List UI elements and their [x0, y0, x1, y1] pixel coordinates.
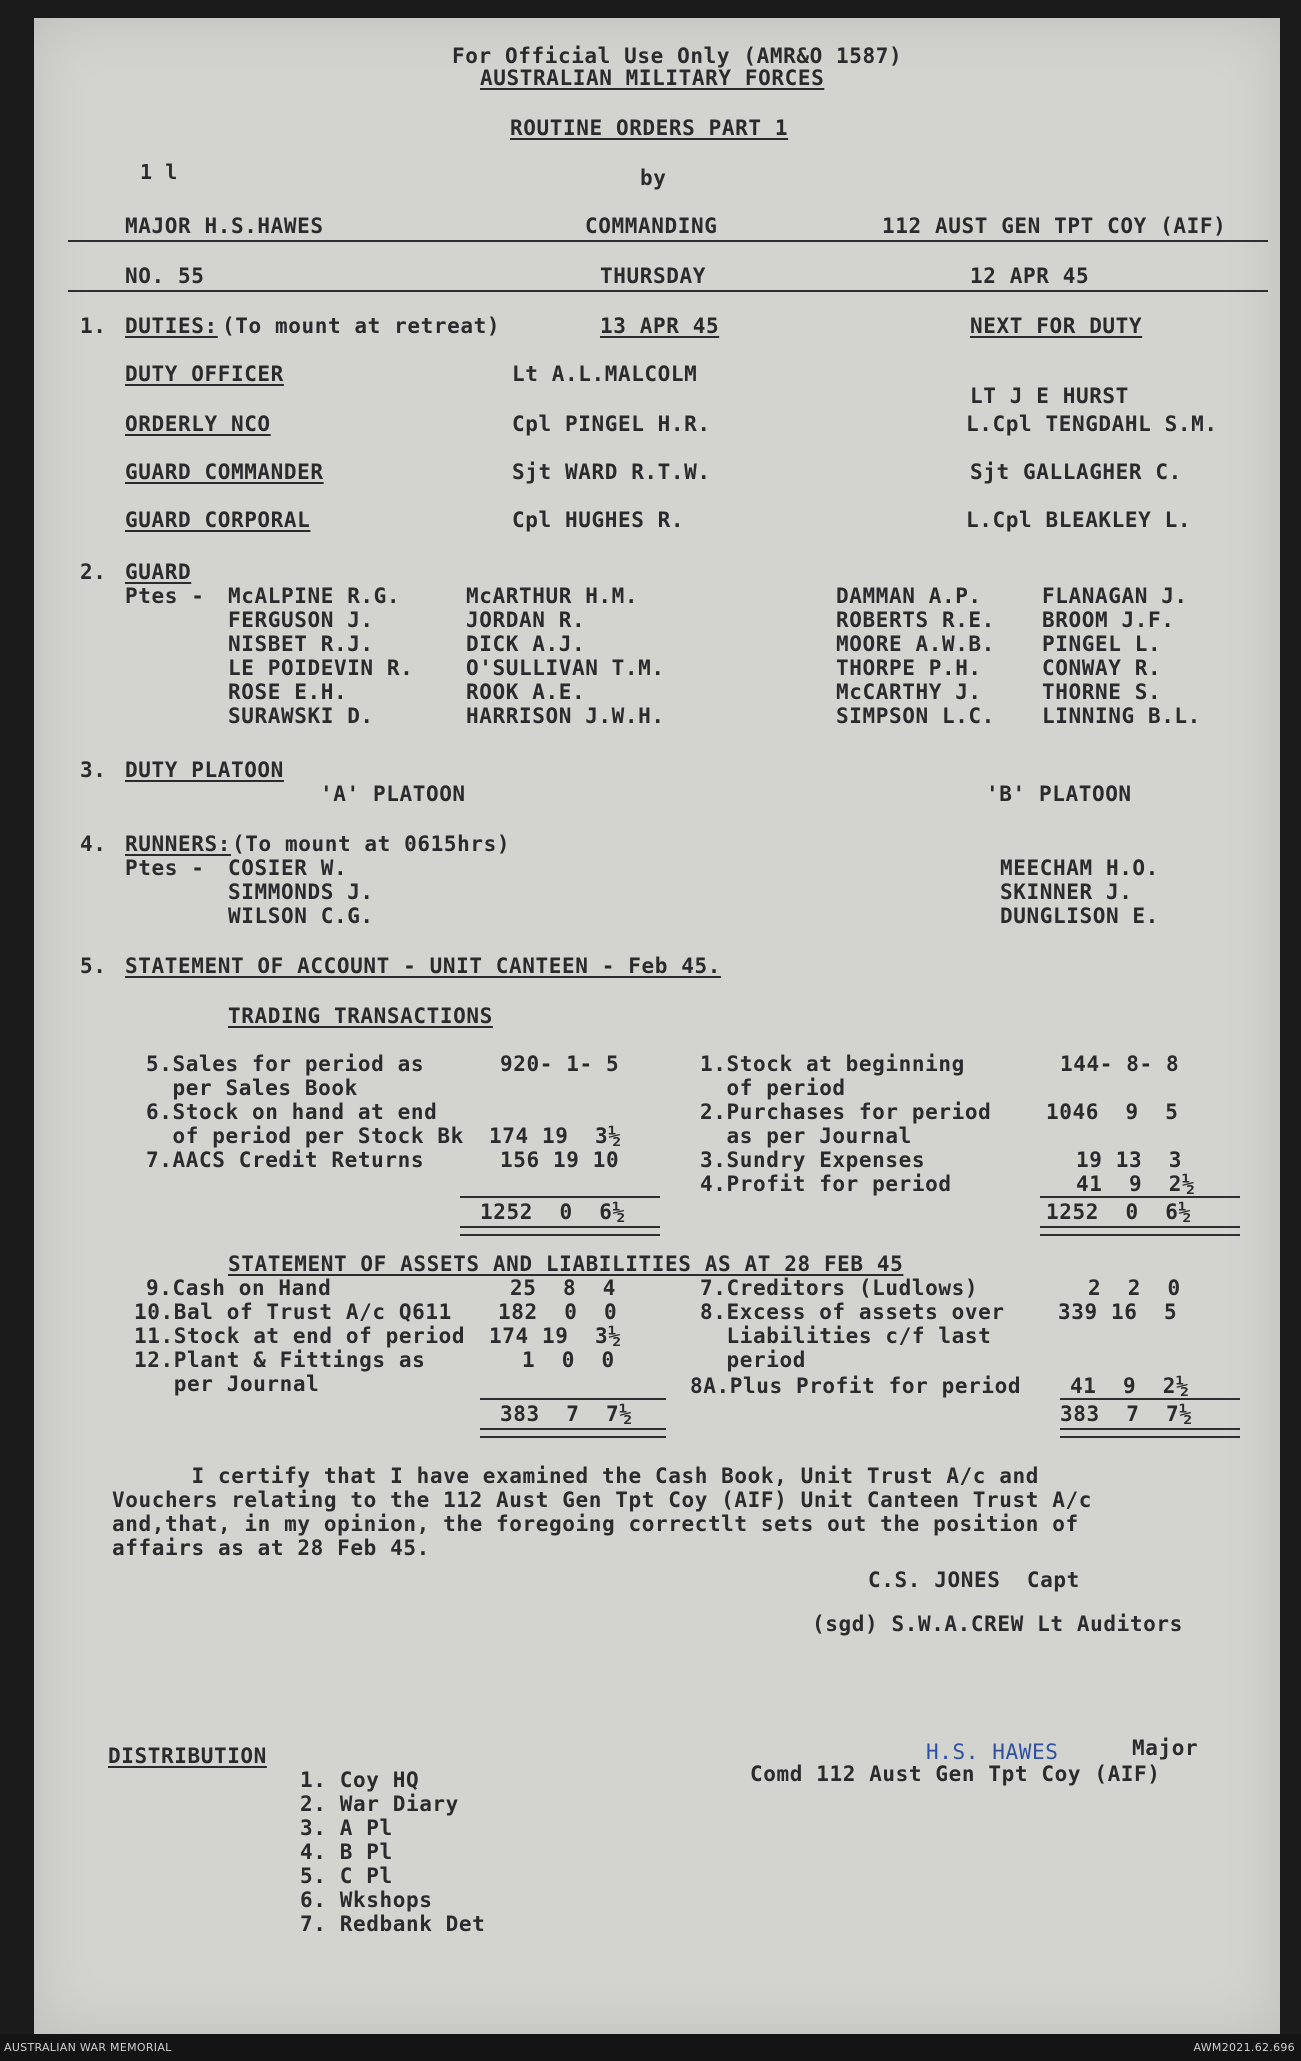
trading-left-amount: 920- 1- 5: [500, 1052, 620, 1076]
archive-footer: [0, 2034, 1301, 2061]
trading-right-label: 2.Purchases for period: [700, 1100, 992, 1124]
duty-next: Sjt GALLAGHER C.: [970, 460, 1182, 484]
duty-current: Lt A.L.MALCOLM: [512, 362, 698, 386]
certification-line: I certify that I have examined the Cash Book, Unit Trust A/c and: [112, 1464, 1040, 1488]
guard-member: THORNE S.: [1042, 680, 1162, 704]
trading-right-label: of period: [700, 1076, 846, 1100]
header-rule-2: [68, 290, 1268, 292]
guard-member: ROSE E.H.: [228, 680, 348, 704]
trading-right-amount: 1046 9 5: [1046, 1100, 1179, 1124]
guard-member: MOORE A.W.B.: [836, 632, 995, 656]
assets-left-label: 12.Plant & Fittings as: [134, 1348, 426, 1372]
guard-member: DAMMAN A.P.: [836, 584, 982, 608]
distribution-item: 3. A Pl: [300, 1816, 393, 1840]
duties-date: 13 APR 45: [600, 314, 720, 338]
runner-next-name: DUNGLISON E.: [1000, 904, 1159, 928]
unit-name: 112 AUST GEN TPT COY (AIF): [882, 214, 1227, 238]
distribution-item: 2. War Diary: [300, 1792, 459, 1816]
trading-left-label: 7.AACS Credit Returns: [146, 1148, 425, 1172]
trading-left-label: 5.Sales for period as: [146, 1052, 425, 1076]
trading-right-label: as per Journal: [700, 1124, 912, 1148]
assets-right-double-rule: [1060, 1428, 1240, 1438]
trading-left-rule: [460, 1196, 660, 1198]
duty-next: L.Cpl TENGDAHL S.M.: [966, 412, 1218, 436]
guard-member: NISBET R.J.: [228, 632, 374, 656]
trading-right-amount: 144- 8- 8: [1060, 1052, 1180, 1076]
assets-left-amount: 1 0 0: [522, 1348, 615, 1372]
footer-accession-number: AWM2021.62.696: [1193, 2041, 1295, 2054]
platoon-title: DUTY PLATOON: [125, 758, 284, 782]
auditor-signature: (sgd) S.W.A.CREW Lt Auditors: [812, 1612, 1183, 1636]
distribution-item: 6. Wkshops: [300, 1888, 433, 1912]
duty-role: ORDERLY NCO: [125, 412, 271, 436]
trading-right-label: 4.Profit for period: [700, 1172, 952, 1196]
distribution-item: 1. Coy HQ: [300, 1768, 420, 1792]
trading-right-total: 1252 0 6½: [1046, 1200, 1192, 1224]
trading-left-amount: 174 19 3½: [489, 1124, 622, 1148]
guard-member: PINGEL L.: [1042, 632, 1162, 656]
guard-member: O'SULLIVAN T.M.: [466, 656, 665, 680]
trading-left-double-rule: [460, 1226, 660, 1236]
trading-left-amount: 156 19 10: [500, 1148, 620, 1172]
guard-member: FERGUSON J.: [228, 608, 374, 632]
order-day: THURSDAY: [600, 264, 706, 288]
order-number: NO. 55: [125, 264, 205, 288]
duty-current: Cpl HUGHES R.: [512, 508, 685, 532]
runner-name: COSIER W.: [228, 856, 348, 880]
statement-number: 5.: [80, 954, 107, 978]
trading-right-label: 3.Sundry Expenses: [700, 1148, 926, 1172]
platoon-next: 'B' PLATOON: [986, 782, 1132, 806]
commander-rank: Major: [1132, 1736, 1199, 1760]
guard-member: SURAWSKI D.: [228, 704, 374, 728]
platoon-current: 'A' PLATOON: [320, 782, 466, 806]
official-use-line: For Official Use Only (AMR&O 1587): [452, 44, 903, 68]
duty-role: GUARD CORPORAL: [125, 508, 311, 532]
assets-right-amount: 339 16 5: [1058, 1300, 1178, 1324]
trading-right-double-rule: [1040, 1226, 1240, 1236]
footer-institution: AUSTRALIAN WAR MEMORIAL: [4, 2041, 172, 2054]
runners-prefix: Ptes -: [125, 856, 205, 880]
assets-left-label: 11.Stock at end of period: [134, 1324, 466, 1348]
commanding-label: COMMANDING: [585, 214, 718, 238]
trading-left-label: 6.Stock on hand at end: [146, 1100, 438, 1124]
runner-next-name: MEECHAM H.O.: [1000, 856, 1159, 880]
assets-right-label: Liabilities c/f last: [700, 1324, 992, 1348]
trading-right-label: 1.Stock at beginning: [700, 1052, 965, 1076]
duty-current: Sjt WARD R.T.W.: [512, 460, 711, 484]
guard-title: GUARD: [125, 560, 192, 584]
assets-right-rule: [1060, 1398, 1240, 1400]
runner-name: WILSON C.G.: [228, 904, 374, 928]
assets-left-label: per Journal: [134, 1372, 320, 1396]
runners-number: 4.: [80, 832, 107, 856]
guard-prefix: Ptes -: [125, 584, 205, 608]
duty-next: LT J E HURST: [970, 384, 1129, 408]
statement-title: STATEMENT OF ACCOUNT - UNIT CANTEEN - Feb 45.: [125, 954, 721, 978]
guard-member: THORPE P.H.: [836, 656, 982, 680]
duty-role: GUARD COMMANDER: [125, 460, 324, 484]
runners-title: RUNNERS:: [125, 832, 231, 856]
assets-left-label: 10.Bal of Trust A/c Q611: [134, 1300, 452, 1324]
assets-left-double-rule: [480, 1428, 666, 1438]
assets-left-total: 383 7 7½: [500, 1402, 633, 1426]
duty-role: DUTY OFFICER: [125, 362, 284, 386]
distribution-item: 5. C Pl: [300, 1864, 393, 1888]
order-date: 12 APR 45: [970, 264, 1090, 288]
distribution-item: 4. B Pl: [300, 1840, 393, 1864]
assets-title: STATEMENT OF ASSETS AND LIABILITIES AS AT 28 FEB 45: [228, 1252, 904, 1276]
trading-title: TRADING TRANSACTIONS: [228, 1004, 493, 1028]
commander-signature: H.S. HAWES: [926, 1740, 1059, 1764]
assets-left-amount: 182 0 0: [498, 1300, 618, 1324]
guard-member: ROBERTS R.E.: [836, 608, 995, 632]
guard-member: LE POIDEVIN R.: [228, 656, 414, 680]
guard-member: DICK A.J.: [466, 632, 586, 656]
certification-line: affairs as at 28 Feb 45.: [112, 1536, 430, 1560]
duties-number: 1.: [80, 314, 107, 338]
guard-member: SIMPSON L.C.: [836, 704, 995, 728]
certification-line: Vouchers relating to the 112 Aust Gen Tpt Coy (AIF) Unit Canteen Trust A/c: [112, 1488, 1092, 1512]
assets-right-label: 8A.Plus Profit for period: [690, 1374, 1022, 1398]
assets-right-amount: 41 9 2½: [1070, 1374, 1190, 1398]
duties-note: (To mount at retreat): [222, 314, 501, 338]
guard-member: JORDAN R.: [466, 608, 586, 632]
assets-right-label: 8.Excess of assets over: [700, 1300, 1005, 1324]
guard-member: LINNING B.L.: [1042, 704, 1201, 728]
guard-member: ROOK A.E.: [466, 680, 586, 704]
certifier-signature: C.S. JONES Capt: [868, 1568, 1080, 1592]
runner-name: SIMMONDS J.: [228, 880, 374, 904]
trading-left-label: per Sales Book: [146, 1076, 358, 1100]
distribution-item: 7. Redbank Det: [300, 1912, 486, 1936]
guard-member: McARTHUR H.M.: [466, 584, 639, 608]
trading-right-amount: 19 13 3: [1076, 1148, 1182, 1172]
commander-unit: Comd 112 Aust Gen Tpt Coy (AIF): [750, 1762, 1161, 1786]
trading-right-rule: [1040, 1196, 1240, 1198]
assets-left-rule: [480, 1398, 666, 1400]
assets-right-amount: 2 2 0: [1088, 1276, 1181, 1300]
next-for-duty-heading: NEXT FOR DUTY: [970, 314, 1143, 338]
guard-member: McCARTHY J.: [836, 680, 982, 704]
trading-left-label: of period per Stock Bk: [146, 1124, 464, 1148]
trading-left-total: 1252 0 6½: [480, 1200, 626, 1224]
forces-heading: AUSTRALIAN MILITARY FORCES: [480, 66, 825, 90]
duties-title: DUTIES:: [125, 314, 218, 338]
guard-member: HARRISON J.W.H.: [466, 704, 665, 728]
assets-right-total: 383 7 7½: [1060, 1402, 1193, 1426]
guard-member: McALPINE R.G.: [228, 584, 401, 608]
guard-member: BROOM J.F.: [1042, 608, 1175, 632]
platoon-number: 3.: [80, 758, 107, 782]
assets-left-amount: 174 19 3½: [489, 1324, 622, 1348]
assets-right-label: period: [700, 1348, 806, 1372]
duty-next: L.Cpl BLEAKLEY L.: [966, 508, 1192, 532]
by-label: by: [640, 166, 667, 190]
assets-left-label: 9.Cash on Hand: [146, 1276, 332, 1300]
guard-number: 2.: [80, 560, 107, 584]
assets-right-label: 7.Creditors (Ludlows): [700, 1276, 979, 1300]
certification-line: and,that, in my opinion, the foregoing correctlt sets out the position of: [112, 1512, 1079, 1536]
duty-current: Cpl PINGEL H.R.: [512, 412, 711, 436]
runner-next-name: SKINNER J.: [1000, 880, 1133, 904]
runners-note: (To mount at 0615hrs): [232, 832, 511, 856]
routine-orders-heading: ROUTINE ORDERS PART 1: [510, 116, 789, 140]
header-rule-1: [68, 240, 1268, 242]
commander-name: MAJOR H.S.HAWES: [125, 214, 324, 238]
handwritten-mark: 1 l: [140, 160, 178, 184]
assets-left-amount: 25 8 4: [510, 1276, 616, 1300]
guard-member: FLANAGAN J.: [1042, 584, 1188, 608]
distribution-title: DISTRIBUTION: [108, 1744, 267, 1768]
guard-member: CONWAY R.: [1042, 656, 1162, 680]
trading-right-amount: 41 9 2½: [1076, 1172, 1196, 1196]
